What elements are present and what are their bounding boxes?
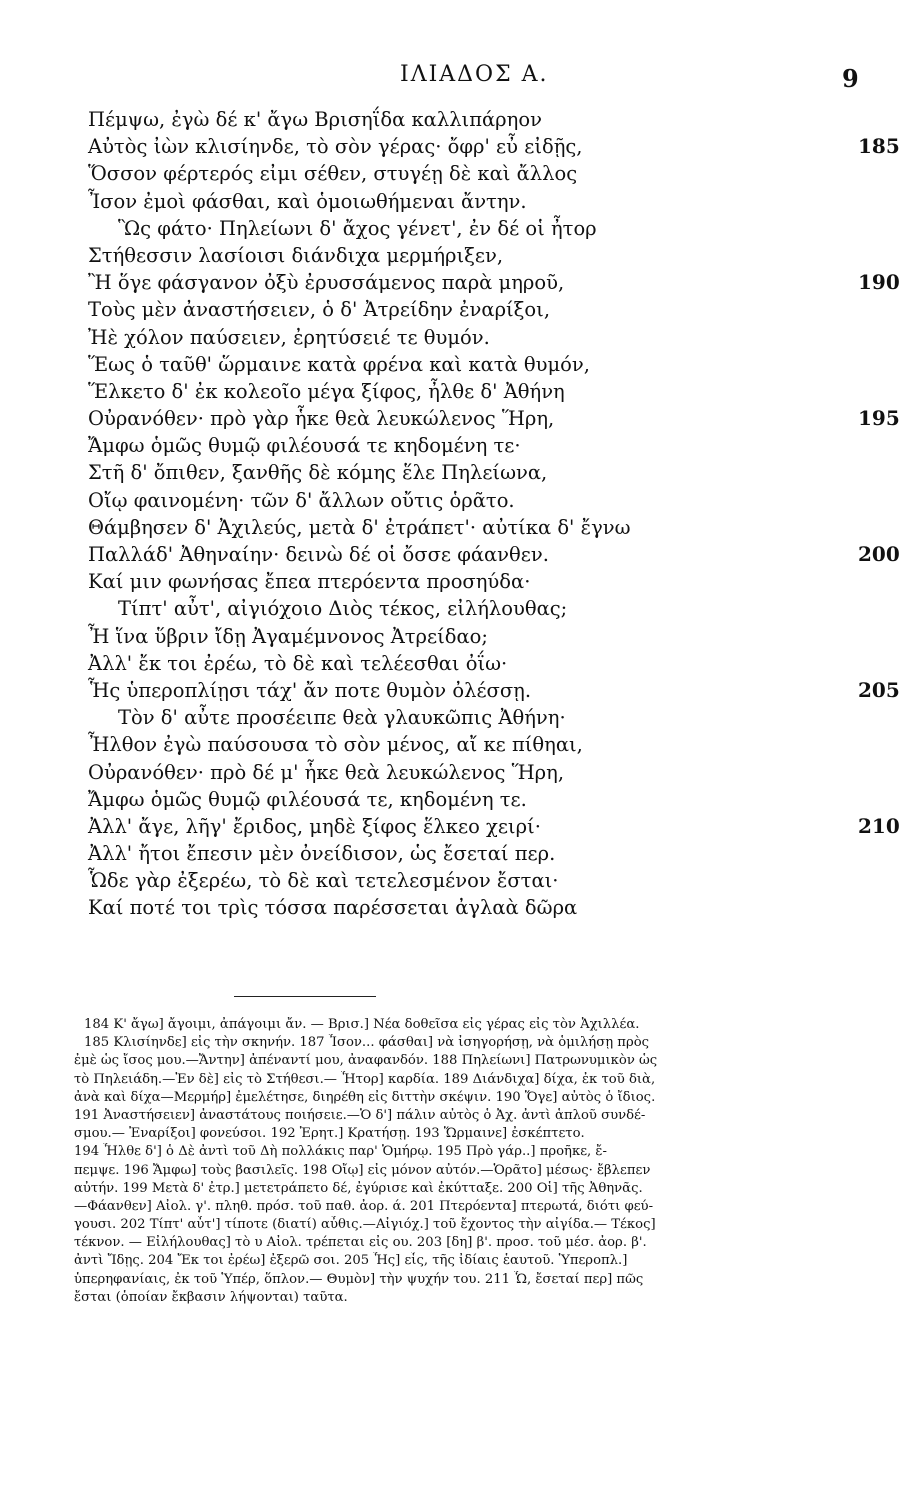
verse-line: Ἶσον ἐμοὶ φάσθαι, καὶ ὁμοιωθήμεναι ἄντην.: [88, 189, 527, 213]
line-number: 205: [858, 677, 900, 702]
verse-line: Ἠὲ χόλον παύσειεν, ἐρητύσειέ τε θυμόν.: [88, 325, 490, 349]
footnote-rule: [234, 996, 376, 997]
footnote-line: αὐτήν. 199 Μετὰ δ' ἐτρ.] μετετράπετο δέ, ἐγύρισε καὶ ἐκύτταξε. 200 Οἱ] τῆς Ἀθηνᾶς.: [74, 1180, 643, 1196]
verse-line: Αὐτὸς ἰὼν κλισίηνδε, τὸ σὸν γέρας· ὄφρ' εὖ εἰδῇς, 185: [88, 133, 788, 160]
verse-line: Τὸν δ' αὖτε προσέειπε θεὰ γλαυκῶπις Ἀθήνη·: [118, 706, 566, 730]
verse-line: Πέμψω, ἐγὼ δέ κ' ἄγω Βρισηΐδα καλλιπάρηον: [88, 108, 542, 131]
footnote-line: 194 Ἦλθε δ'] ὁ Δὲ ἀντὶ τοῦ Δὴ πολλάκις παρ' Ὁμήρῳ. 195 Πρὸ γάρ..] προῆκε, ἔ-: [74, 1144, 607, 1160]
verse-line: Ἦ ἵνα ὕβριν ἴδῃ Ἀγαμέμνονος Ἀτρείδαο;: [88, 624, 488, 648]
verse-line: Ἕλκετο δ' ἐκ κολεοῖο μέγα ξίφος, ἦλθε δ' Ἀθήνη: [88, 379, 565, 403]
footnote-line: ἀντὶ Ἴδῃς. 204 Ἔκ τοι ἐρέω] ἐξερῶ σοι. 205 Ἧς] εἷς, τῆς ἰδίαις ἑαυτοῦ. Ὑπεροπλ.]: [74, 1253, 628, 1269]
verse-line: Ἀλλ' ἤτοι ἔπεσιν μὲν ὀνείδισον, ὡς ἔσεταί περ.: [88, 842, 556, 866]
footnote-line: ἔσται (ὁποίαν ἔκβασιν λήψονται) ταῦτα.: [74, 1289, 348, 1305]
footnote-line: σμου.— Ἐναρίξοι] φονεύσοι. 192 Ἐρητ.] Κρατήσῃ. 193 Ὥρμαινε] ἐσκέπτετο.: [74, 1126, 585, 1142]
page-number: 9: [842, 64, 859, 93]
verse-line: Τοὺς μὲν ἀναστήσειεν, ὁ δ' Ἀτρείδην ἐναρίξοι,: [88, 298, 551, 322]
verse-line: Θάμβησεν δ' Ἀχιλεύς, μετὰ δ' ἐτράπετ'· αὐτίκα δ' ἔγνω: [88, 515, 631, 539]
verse-line: Ἢ ὅγε φάσγανον ὀξὺ ἐρυσσάμενος παρὰ μηροῦ, 190: [88, 269, 788, 296]
verse-line: Στῆ δ' ὄπιθεν, ξανθῆς δὲ κόμης ἕλε Πηλείωνα,: [88, 461, 548, 485]
verse-line: Οὐρανόθεν· πρὸ γὰρ ἧκε θεὰ λευκώλενος Ἥρη, 195: [88, 405, 788, 432]
line-number: 195: [858, 406, 900, 431]
verse-line: Ἀλλ' ἄγε, λῆγ' ἔριδος, μηδὲ ξίφος ἕλκεο χειρί· 210: [88, 813, 788, 840]
footnote-line: 185 Κλισίηνδε] εἰς τὴν σκηνήν. 187 Ἶσον... φάσθαι] νὰ ἰσηγορήσῃ, νὰ ὁμιλήσῃ πρὸς: [84, 1035, 650, 1051]
footnote-line: πεμψε. 196 Ἄμφω] τοὺς βασιλεῖς. 198 Οἴῳ] εἰς μόνον αὐτόν.—Ὁρᾶτο] μέσως· ἔβλεπεν: [74, 1162, 651, 1178]
verse-line: Ἦλθον ἐγὼ παύσουσα τὸ σὸν μένος, αἴ κε πίθηαι,: [88, 733, 583, 757]
footnote-line: τέκνον. — Εἰλήλουθας] τὸ υ Αἰολ. τρέπεται εἰς ου. 203 [δη] β'. προσ. τοῦ μέσ. ἀορ. β'.: [74, 1235, 647, 1251]
line-number: 185: [858, 134, 900, 159]
footnote-line: 191 Ἀναστήσειεν] ἀναστάτους ποιήσειε.—Ὁ δ'] πάλιν αὐτὸς ὁ Ἀχ. ἀντὶ ἁπλοῦ συνδέ-: [74, 1107, 646, 1123]
line-number: 210: [858, 813, 900, 838]
footnote-line: ὑπερηφανίαις, ἐκ τοῦ Ὑπέρ, ὅπλον.— Θυμὸν] τὴν ψυχήν του. 211 Ὧ, ἔσεταί περ] πῶς: [74, 1271, 644, 1287]
verse-line: Ἕως ὁ ταῦθ' ὥρμαινε κατὰ φρένα καὶ κατὰ θυμόν,: [88, 352, 590, 376]
verse-block: [88, 106, 900, 922]
footnote-line: ἐμὲ ὡς ἴσος μου.—Ἄντην] ἀπέναντί μου, ἀναφανδόν. 188 Πηλείωνι] Πατρωνυμικὸν ὡς: [74, 1053, 658, 1069]
footnote-line: —Φάανθεν] Αἰολ. γ'. πληθ. πρόσ. τοῦ παθ. ἀορ. ά. 201 Πτερόεντα] πτερωτά, διότι φεύ-: [74, 1198, 654, 1214]
line-number: 200: [858, 542, 900, 566]
verse-line: Τίπτ' αὖτ', αἰγιόχοιο Διὸς τέκος, εἰλήλουθας;: [118, 597, 568, 621]
footnote-line: 184 Κ' ἄγω] ἄγοιμι, ἀπάγοιμι ἄν. — Βρισ.] Νέα δοθεῖσα εἰς γέρας εἰς τὸν Ἀχιλλέα.: [84, 1017, 640, 1032]
footnotes-block: [74, 1016, 802, 1307]
verse-line: Ἄμφω ὁμῶς θυμῷ φιλέουσά τε, κηδομένη τε.: [88, 787, 527, 811]
verse-line: Στήθεσσιν λασίοισι διάνδιχα μερμήριξεν,: [88, 243, 504, 267]
verse-line: Καί ποτέ τοι τρὶς τόσσα παρέσσεται ἀγλαὰ δῶρα: [88, 896, 578, 920]
running-title: ΙΛΙΑΔΟΣ Α.: [400, 62, 549, 87]
verse-line: Οἴῳ φαινομένη· τῶν δ' ἄλλων οὔτις ὁρᾶτο.: [88, 488, 515, 512]
verse-line: Ἄμφω ὁμῶς θυμῷ φιλέουσά τε κηδομένη τε·: [88, 434, 521, 458]
verse-line: Ὧδε γὰρ ἐξερέω, τὸ δὲ καὶ τετελεσμένον ἔσται·: [88, 869, 559, 893]
verse-line: Ὣς φάτο· Πηλείωνι δ' ἄχος γένετ', ἐν δέ οἱ ἦτορ: [118, 216, 597, 240]
verse-line: Ἀλλ' ἔκ τοι ἐρέω, τὸ δὲ καὶ τελέεσθαι ὀΐω·: [88, 651, 508, 675]
verse-line: Ὅσσον φέρτερός εἰμι σέθεν, στυγέῃ δὲ καὶ ἄλλος: [88, 162, 578, 186]
footnote-line: γουσι. 202 Τίπτ' αὖτ'] τίποτε (διατί) αὖθις.—Αἰγιόχ.] τοῦ ἔχοντος τὴν αἰγίδα.— Τέκος]: [74, 1217, 656, 1233]
footnote-line: τὸ Πηλειάδη.—Ἐν δὲ] εἰς τὸ Στήθεσι.— Ἦτορ] καρδία. 189 Διάνδιχα] δίχα, ἐκ τοῦ διὰ,: [74, 1071, 656, 1087]
running-header: [0, 62, 920, 102]
footnote-line: ἀνὰ καὶ δίχα—Μερμήρ] ἐμελέτησε, διηρέθη εἰς διττὴν σκέψιν. 190 Ὅγε] αὐτὸς ὁ ἴδιος.: [74, 1089, 656, 1105]
line-number: 190: [858, 270, 900, 295]
verse-line: Παλλάδ' Ἀθηναίην· δεινὼ δέ οἱ ὄσσε φάανθεν. 200: [88, 541, 788, 568]
verse-line: Ἧς ὑπεροπλίῃσι τάχ' ἄν ποτε θυμὸν ὀλέσσῃ. 205: [88, 677, 788, 704]
verse-line: Καί μιν φωνήσας ἔπεα πτερόεντα προσηύδα·: [88, 570, 531, 594]
verse-line: Οὐρανόθεν· πρὸ δέ μ' ἧκε θεὰ λευκώλενος Ἥρη,: [88, 760, 565, 784]
